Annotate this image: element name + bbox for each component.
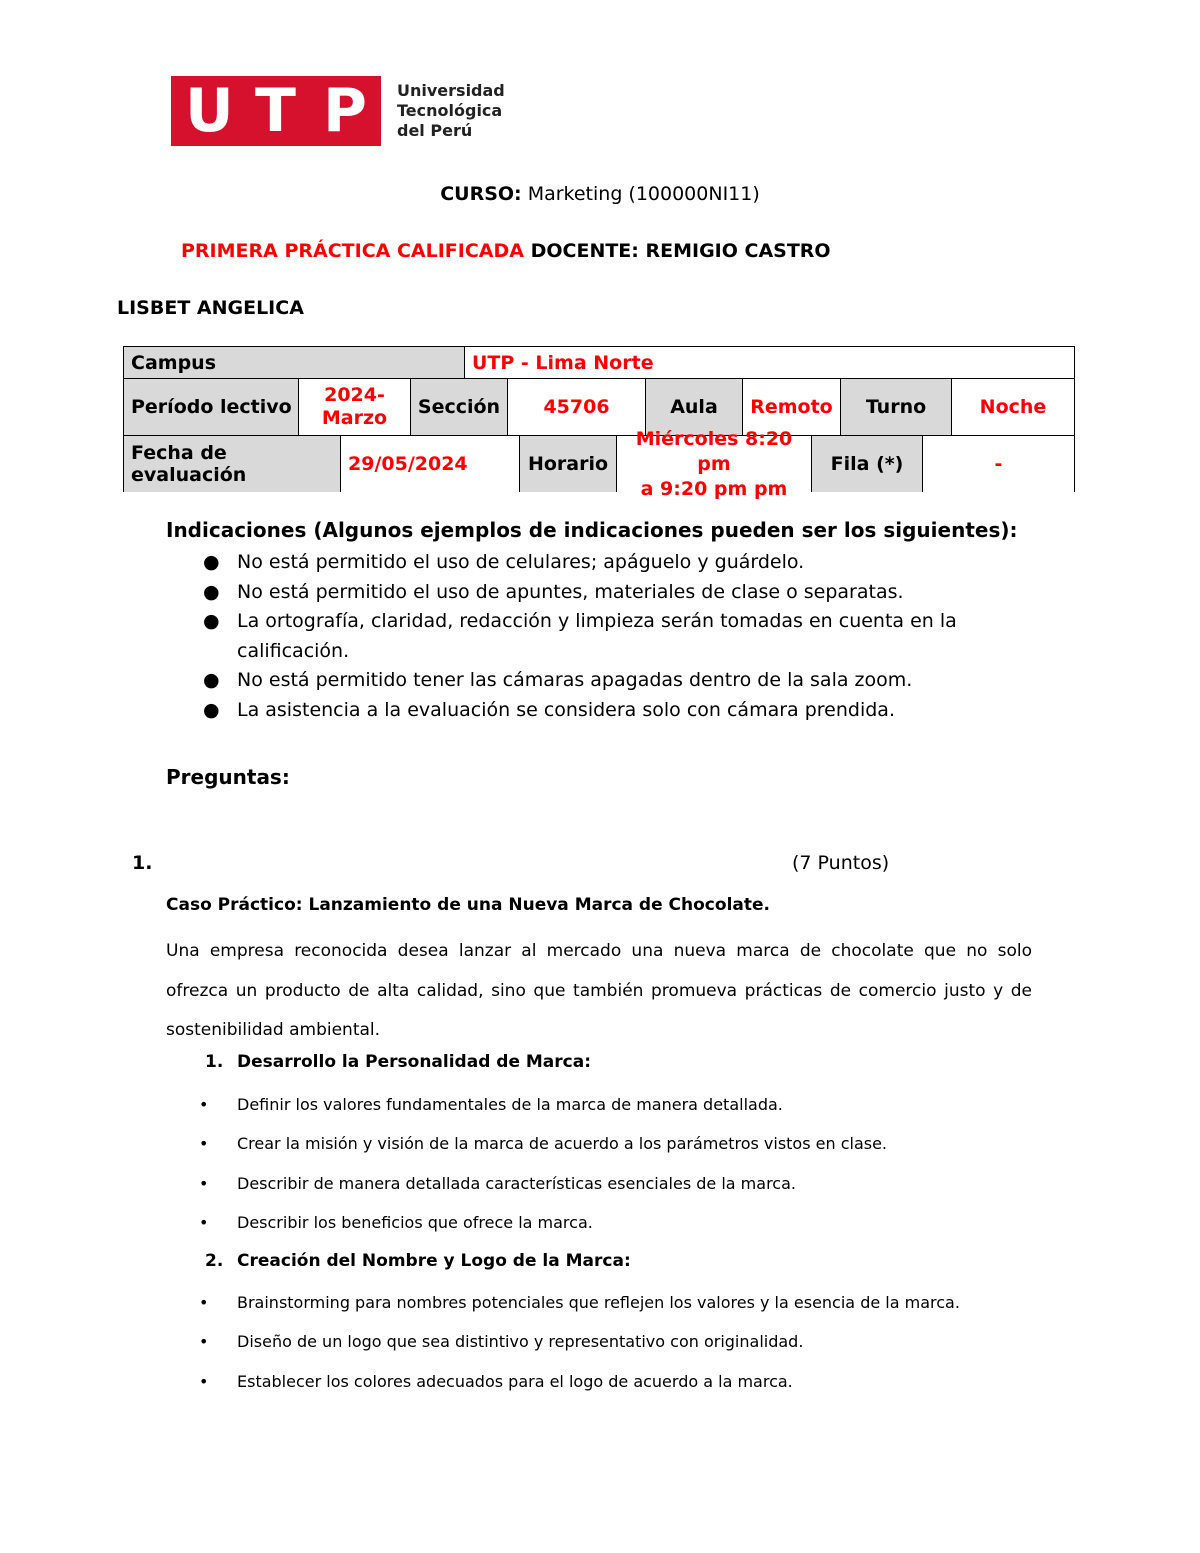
- aula-value: Remoto: [742, 378, 840, 435]
- section-2-number: 2.: [205, 1251, 224, 1271]
- logo-line-1: Universidad: [397, 81, 505, 100]
- course-value: Marketing (100000NI11): [527, 183, 760, 205]
- bullet-icon: •: [199, 1174, 209, 1193]
- section-1-bullet: • Definir los valores fundamentales de la marca de manera detallada.: [199, 1095, 783, 1114]
- course-line: [0, 183, 1200, 205]
- periodo-label: Período lectivo: [124, 378, 298, 435]
- section-1-title: Desarrollo la Personalidad de Marca:: [237, 1052, 592, 1072]
- periodo-value: [298, 378, 410, 435]
- bullet-icon: ●: [203, 580, 220, 603]
- exam-info-table: [123, 346, 1075, 500]
- seccion-label: Sección: [410, 378, 507, 435]
- instructions-list: [166, 548, 1066, 725]
- teacher-name: DOCENTE: REMIGIO CASTRO: [530, 240, 831, 262]
- instruction-item: ● No está permitido el uso de apuntes, materiales de clase o separatas.: [166, 578, 1066, 608]
- fecha-value: 29/05/2024: [340, 435, 519, 492]
- bullet-icon: •: [199, 1134, 209, 1153]
- campus-label: Campus: [124, 347, 464, 378]
- utp-logo: [171, 76, 505, 146]
- question-points: (7 Puntos): [792, 852, 890, 874]
- section-1-heading: [205, 1052, 591, 1072]
- section-1-number: 1.: [205, 1052, 224, 1072]
- section-1-bullet: • Describir de manera detallada características esenciales de la marca.: [199, 1174, 796, 1193]
- section-2-heading: [205, 1251, 631, 1271]
- case-title: Caso Práctico: Lanzamiento de una Nueva Marca de Chocolate.: [166, 895, 770, 915]
- section-1-bullet: • Describir los beneficios que ofrece la marca.: [199, 1213, 593, 1232]
- exam-title: PRIMERA PRÁCTICA CALIFICADA: [181, 240, 524, 262]
- bullet-icon: •: [199, 1293, 209, 1312]
- aula-label: Aula: [645, 378, 742, 435]
- instruction-item: ● La asistencia a la evaluación se considera solo con cámara prendida.: [166, 696, 1066, 726]
- logo-line-3: del Perú: [397, 121, 473, 140]
- seccion-value: 45706: [507, 378, 645, 435]
- bullet-icon: ●: [203, 669, 220, 691]
- section-1-bullet: • Crear la misión y visión de la marca de acuerdo a los parámetros vistos en clase.: [199, 1134, 888, 1153]
- turno-value: Noche: [951, 378, 1074, 435]
- section-2-bullet: • Brainstorming para nombres potenciales que reflejen los valores y la esencia de la marca.: [199, 1293, 960, 1312]
- fecha-label: Fecha de evaluación: [124, 435, 340, 492]
- case-description: Una empresa reconocida desea lanzar al mercado una nueva marca de chocolate que no solo ofrezca un producto de alta calidad, sino que también promueva prácticas de comercio justo y de sostenibilidad ambiental.: [166, 941, 1032, 1040]
- bullet-icon: •: [199, 1213, 209, 1232]
- periodo-value-line-2: Marzo: [321, 407, 388, 429]
- logo-letter-p: P: [323, 76, 367, 146]
- logo-line-2: Tecnológica: [397, 101, 503, 120]
- section-2-title: Creación del Nombre y Logo de la Marca:: [237, 1251, 631, 1271]
- instruction-item: ● No está permitido el uso de celulares; apáguelo y guárdelo.: [166, 548, 1066, 578]
- fila-value: -: [922, 435, 1074, 492]
- bullet-icon: ●: [203, 551, 220, 573]
- student-name: LISBET ANGELICA: [117, 297, 304, 319]
- horario-value: [616, 427, 811, 500]
- section-2-bullet: • Diseño de un logo que sea distintivo y representativo con originalidad.: [199, 1332, 804, 1351]
- turno-label: Turno: [840, 378, 951, 435]
- question-number: 1.: [132, 852, 153, 874]
- bullet-icon: •: [199, 1372, 209, 1391]
- logo-letter-t: T: [255, 76, 296, 146]
- utp-logo-text: [397, 81, 505, 141]
- questions-title: Preguntas:: [166, 765, 290, 789]
- bullet-icon: •: [199, 1332, 209, 1351]
- logo-letter-u: U: [185, 76, 234, 146]
- bullet-icon: •: [199, 1095, 209, 1114]
- periodo-value-line-1: 2024-: [324, 384, 385, 406]
- instruction-item: ● La ortografía, claridad, redacción y limpieza serán tomadas en cuenta en la calificación.: [166, 607, 1066, 666]
- fila-label: Fila (*): [811, 435, 922, 492]
- utp-logo-mark: [171, 76, 381, 146]
- bullet-icon: ●: [203, 610, 220, 632]
- horario-value-line-1: Miércoles 8:20 pm: [635, 427, 793, 475]
- instructions-title: Indicaciones (Algunos ejemplos de indicaciones pueden ser los siguientes):: [166, 518, 1018, 542]
- horario-value-line-2: a 9:20 pm pm: [640, 477, 788, 500]
- course-label: CURSO:: [440, 183, 522, 205]
- horario-label: Horario: [519, 435, 616, 492]
- section-2-bullet: • Establecer los colores adecuados para el logo de acuerdo a la marca.: [199, 1372, 793, 1391]
- exam-title-line: [181, 240, 831, 262]
- bullet-icon: ●: [203, 698, 220, 721]
- campus-value: UTP - Lima Norte: [464, 347, 1074, 378]
- instruction-item: ● No está permitido tener las cámaras apagadas dentro de la sala zoom.: [166, 666, 1066, 696]
